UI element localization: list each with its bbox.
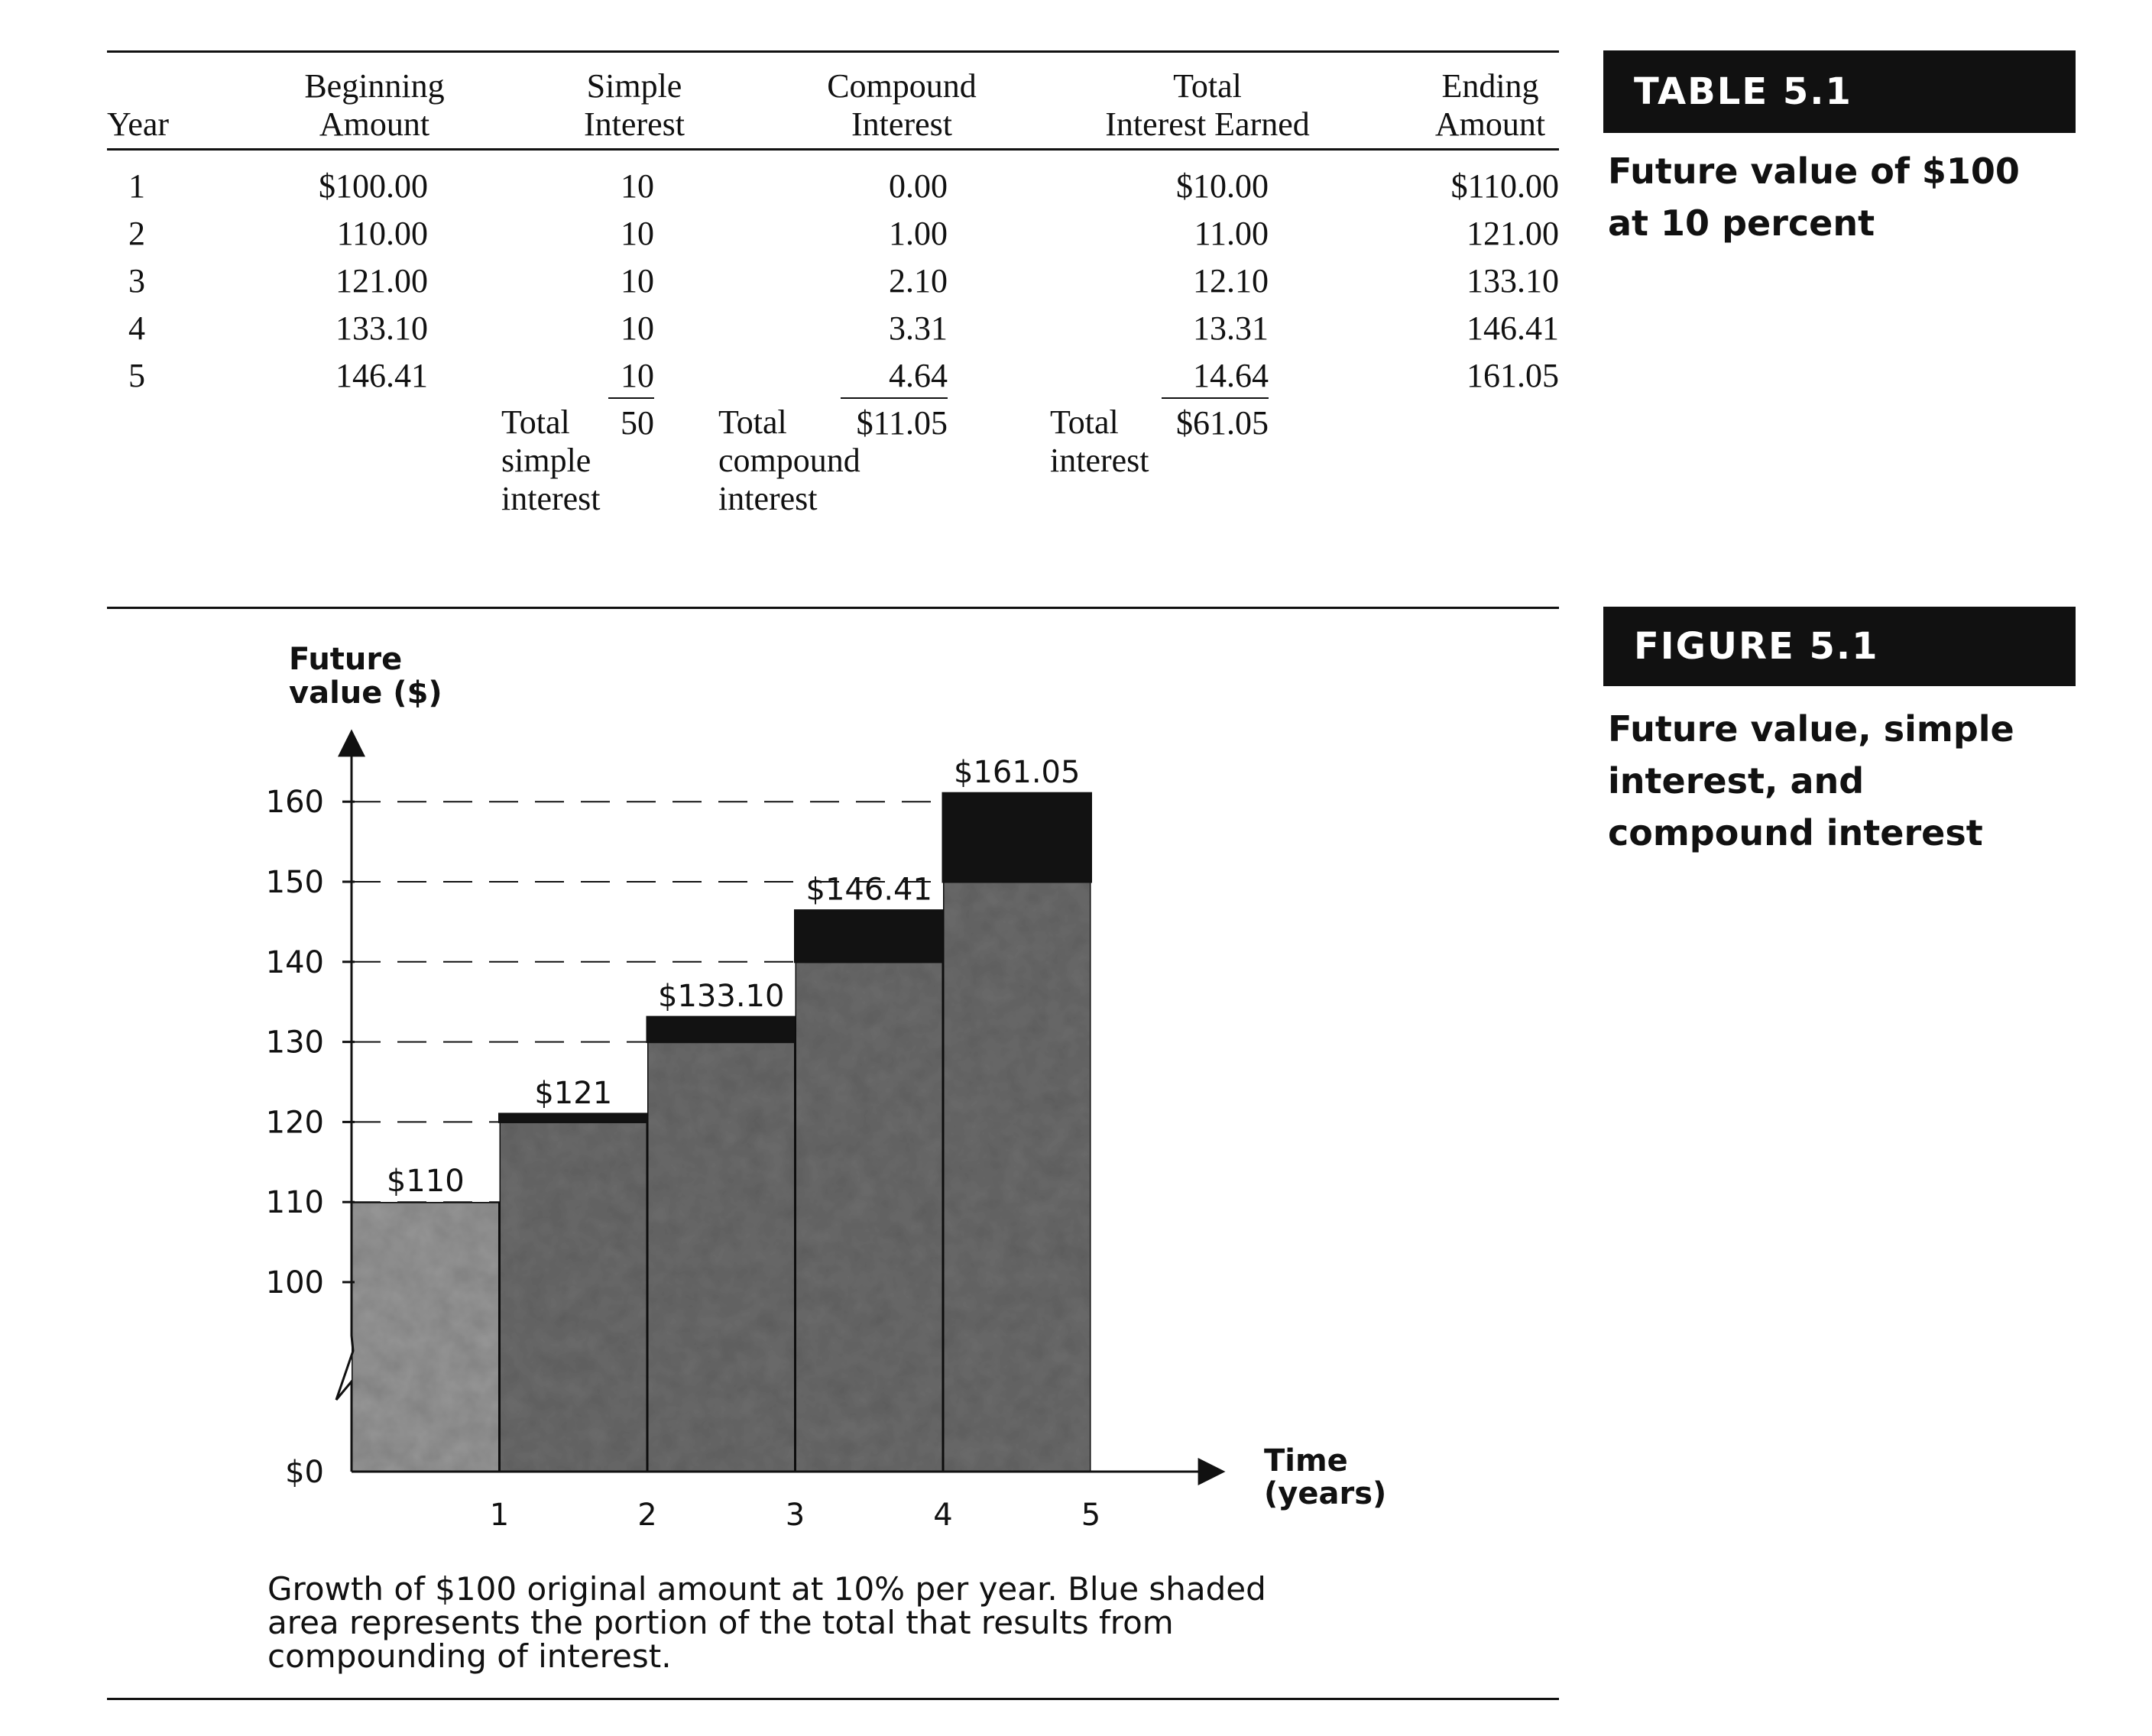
table-banner: TABLE 5.1 bbox=[1603, 50, 2076, 133]
header-ending-line2: Amount bbox=[1434, 105, 1546, 143]
cell-simple: 10 bbox=[621, 215, 654, 252]
x-tick-label: 3 bbox=[785, 1498, 805, 1533]
x-tick-label: 1 bbox=[489, 1498, 510, 1533]
y-axis-label-line1: Future bbox=[289, 642, 403, 677]
header-year: Year bbox=[107, 105, 170, 143]
y-tick-label: 110 bbox=[265, 1185, 324, 1221]
y-tick-label: 120 bbox=[265, 1105, 324, 1141]
table-top-rule bbox=[107, 50, 1559, 53]
bar-compound-interest bbox=[647, 1017, 796, 1041]
cell-beginning: 110.00 bbox=[336, 215, 428, 252]
y-tick-label: 150 bbox=[265, 865, 324, 900]
x-tick-label: 2 bbox=[637, 1498, 657, 1533]
cell-simple: 10 bbox=[621, 167, 654, 205]
bar-simple-interest bbox=[647, 1042, 796, 1472]
bar-simple-interest bbox=[796, 962, 944, 1472]
table-caption: Future value of $100 at 10 percent bbox=[1608, 151, 2020, 244]
x-tick-label: 4 bbox=[933, 1498, 953, 1533]
cell-simple: 10 bbox=[621, 262, 654, 300]
future-value-chart bbox=[0, 611, 1528, 1574]
y-tick-label: 130 bbox=[265, 1025, 324, 1061]
cell-beginning: $100.00 bbox=[319, 167, 428, 205]
cell-total: 11.00 bbox=[1194, 215, 1269, 252]
cell-simple: 10 bbox=[621, 357, 654, 394]
header-compound-interest bbox=[787, 67, 1016, 144]
header-ending-amount bbox=[1406, 67, 1574, 144]
total-compound-label: Total compound interest bbox=[718, 403, 860, 517]
x-tick-label: 5 bbox=[1081, 1498, 1101, 1533]
bar-value-label: $110 bbox=[386, 1164, 465, 1200]
figure-note: Growth of $100 original amount at 10% per year. Blue shaded area represents the portion of the total that results from compounding of interest. bbox=[267, 1570, 1266, 1675]
y-tick-label: $0 bbox=[285, 1455, 324, 1490]
header-ending-line1: Ending bbox=[1441, 67, 1539, 105]
header-simple-line2: Interest bbox=[584, 105, 685, 143]
table-header-rule bbox=[107, 148, 1559, 151]
cell-ending: 121.00 bbox=[1467, 215, 1559, 252]
total-interest-label: Total interest bbox=[1050, 403, 1149, 479]
figure-bottom-rule bbox=[107, 1698, 1559, 1700]
cell-year: 2 bbox=[128, 215, 145, 252]
bar-compound-interest bbox=[943, 793, 1091, 882]
figure-caption: Future value, simple interest, and compound interest bbox=[1608, 708, 2014, 853]
cell-compound: 0.00 bbox=[889, 167, 948, 205]
bar-value-label: $121 bbox=[534, 1075, 613, 1111]
cell-beginning: 121.00 bbox=[335, 262, 428, 300]
simple-sum-underline bbox=[608, 397, 654, 399]
cell-ending: 161.05 bbox=[1467, 357, 1559, 394]
figure-banner: FIGURE 5.1 bbox=[1603, 607, 2076, 686]
bar-value-label: $161.05 bbox=[954, 755, 1081, 791]
cell-simple: 10 bbox=[621, 309, 654, 347]
cell-compound: 1.00 bbox=[889, 215, 948, 252]
header-simple-line1: Simple bbox=[586, 67, 682, 105]
x-axis-label-line1: Time bbox=[1264, 1443, 1348, 1479]
y-axis-label-line2: value ($) bbox=[289, 675, 442, 711]
total-interest-value: $61.05 bbox=[1176, 404, 1269, 442]
cell-year: 4 bbox=[128, 309, 145, 347]
bar-simple-interest bbox=[943, 882, 1091, 1472]
header-total-interest bbox=[1070, 67, 1345, 144]
y-axis-line bbox=[336, 732, 353, 1472]
cell-ending: 133.10 bbox=[1467, 262, 1559, 300]
header-beginning-line2: Amount bbox=[319, 105, 430, 143]
bar-value-label: $146.41 bbox=[805, 872, 932, 908]
bar-simple-interest bbox=[352, 1202, 500, 1472]
bar-compound-interest bbox=[796, 911, 944, 962]
cell-total: 14.64 bbox=[1193, 357, 1269, 394]
bar-value-label: $133.10 bbox=[658, 979, 785, 1015]
header-beginning-amount bbox=[260, 67, 489, 144]
header-beginning-line1: Beginning bbox=[304, 67, 445, 105]
cell-year: 3 bbox=[128, 262, 145, 300]
cell-year: 5 bbox=[128, 357, 145, 394]
bar-compound-interest bbox=[500, 1114, 648, 1122]
cell-beginning: 133.10 bbox=[335, 309, 428, 347]
header-total-line1: Total bbox=[1173, 67, 1242, 105]
cell-ending: $110.00 bbox=[1450, 167, 1559, 205]
cell-compound: 2.10 bbox=[889, 262, 948, 300]
cell-total: 12.10 bbox=[1193, 262, 1269, 300]
header-compound-line2: Interest bbox=[851, 105, 952, 143]
header-total-line2: Interest Earned bbox=[1105, 105, 1310, 143]
total-simple-value: 50 bbox=[621, 404, 654, 442]
cell-compound: 4.64 bbox=[889, 357, 948, 394]
compound-sum-underline bbox=[841, 397, 948, 399]
header-compound-line1: Compound bbox=[827, 67, 977, 105]
y-tick-label: 100 bbox=[265, 1265, 324, 1300]
y-tick-label: 140 bbox=[265, 944, 324, 980]
total-sum-underline bbox=[1162, 397, 1269, 399]
header-simple-interest bbox=[535, 67, 734, 144]
figure-top-rule bbox=[107, 607, 1559, 609]
cell-compound: 3.31 bbox=[889, 309, 948, 347]
bar-simple-interest bbox=[500, 1122, 648, 1472]
x-axis-label-line2: (years) bbox=[1264, 1476, 1387, 1511]
cell-year: 1 bbox=[128, 167, 145, 205]
cell-total: 13.31 bbox=[1193, 309, 1269, 347]
cell-total: $10.00 bbox=[1176, 167, 1269, 205]
cell-ending: 146.41 bbox=[1467, 309, 1559, 347]
y-tick-label: 160 bbox=[265, 785, 324, 821]
total-simple-label: Total simple interest bbox=[501, 403, 601, 517]
total-compound-value: $11.05 bbox=[856, 404, 948, 442]
cell-beginning: 146.41 bbox=[335, 357, 428, 394]
